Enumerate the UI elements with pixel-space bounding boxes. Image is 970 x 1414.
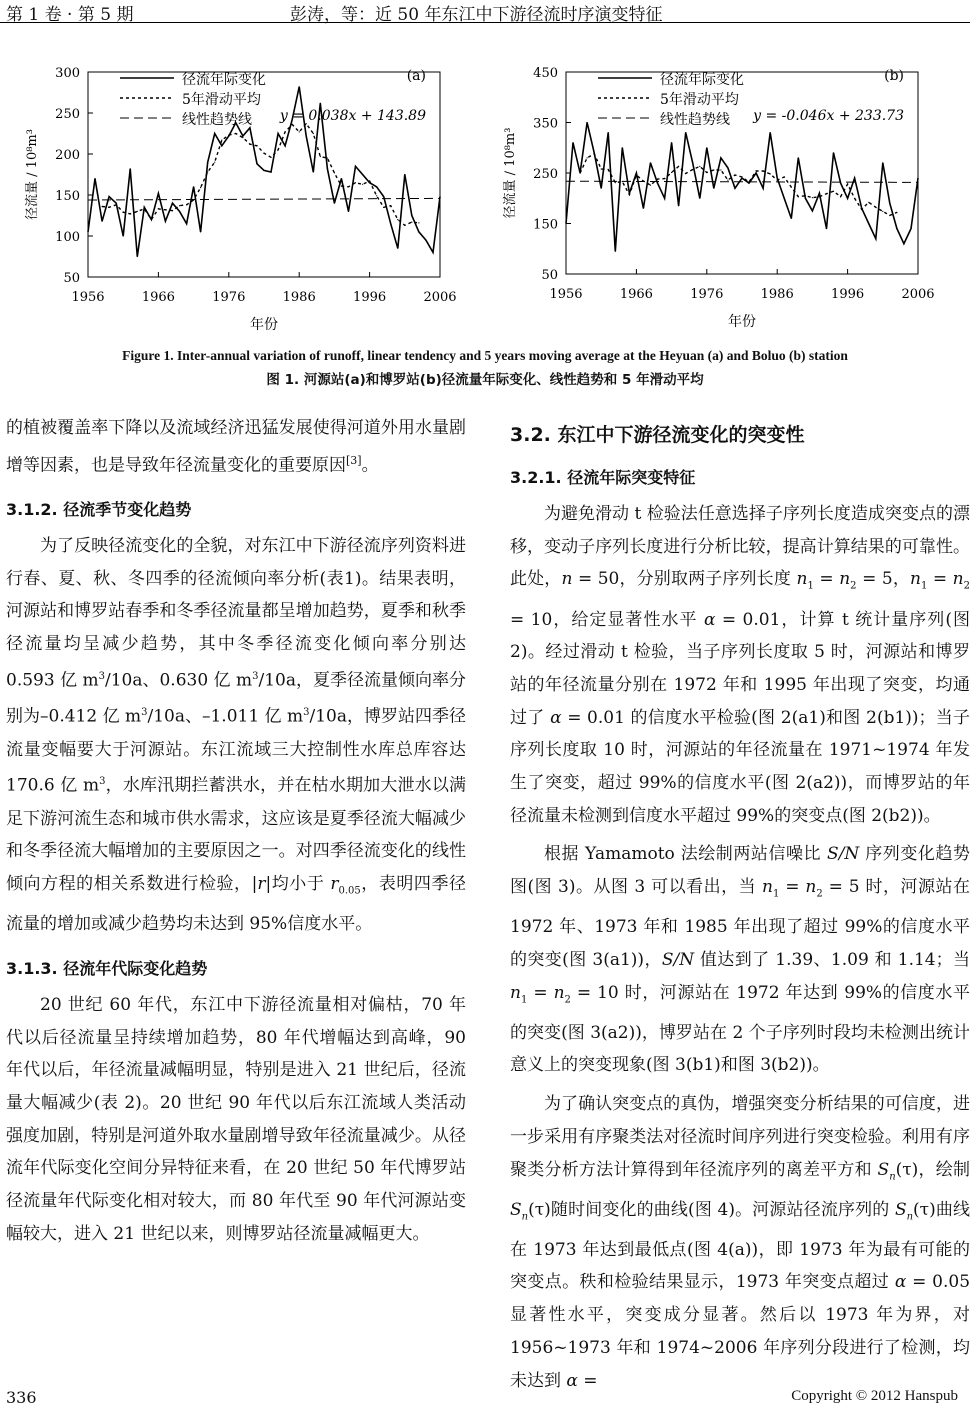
data-point: [741, 176, 742, 177]
y-tick-label: 200: [55, 148, 80, 163]
data-point: [650, 162, 651, 163]
data-point: [256, 163, 257, 164]
paragraph: 为避免滑动 t 检验法任意选择子序列长度造成突变点的漂移，变动子序列长度进行分析比较，提高计算结果的可靠性。此处，n = 50，分别取两子序列长度 $n_1 = n_2 = 5$，$n_1 = n_2 = 10$，给定显著性水平 α = 0.01，计算 t 统计量序列(图 2)。经过滑动 t 检验，当子序列长度取 5 时，河源站和博罗站的年径流量分别在 1972 年和 1995 年出现了突变，均通过了 α = 0.01 的信度水平检验(图 2(a1)和图 2(b1))；当子序列长度取 10 时，河源站的年径流量在 1971~1974 年发生了突变，超过 99%的信度水平(图 2(a2))，而博罗站的年径流量未检测到信度水平超过 99%的突变点(图 2(b2))。: [510, 504, 970, 826]
data-point: [256, 145, 257, 146]
data-point: [678, 205, 679, 206]
data-point: [615, 251, 616, 252]
data-point: [158, 193, 159, 194]
data-point: [678, 166, 679, 167]
series-line-1: [566, 123, 918, 252]
paragraph: 20 世纪 60 年代，东江中下游径流量相对偏枯，70 年代以后径流量呈持续增加趋势，80 年代增幅达到高峰，90 年代以后，年径流量减幅明显，特别是进入 21 世纪后，径流量大幅减少(表 2)。20 世纪 90 年代以后东江流域人类活动强度加剧，特别是河道外取水量剧增导致年径流量减少。从径流年代际变化空间分异特征来看，在 20 世纪 50 年代博罗站径流量年代际变化相对较大，而 80 年代至 90 年代河源站变幅较大，进入 21 世纪以来，则博罗站径流量减幅更大。: [6, 994, 466, 1244]
data-point: [249, 144, 250, 145]
data-point: [179, 205, 180, 206]
data-point: [207, 171, 208, 172]
data-point: [629, 194, 630, 195]
data-point: [214, 162, 215, 163]
data-point: [671, 142, 672, 143]
x-tick-label: 2006: [423, 290, 457, 305]
data-point: [200, 187, 201, 188]
data-point: [327, 158, 328, 159]
figure-caption-en: Figure 1. Inter-annual variation of runoff, linear tendency and 5 years moving average at the Heyuan (a) and Boluo (b) station: [122, 348, 848, 363]
header-rule: [0, 22, 970, 23]
data-point: [882, 211, 883, 212]
section-heading-3-1-2: 3.1.2. 径流季节变化趋势: [6, 500, 192, 520]
x-tick-label: 1976: [690, 287, 724, 302]
data-point: [819, 193, 820, 194]
data-point: [109, 207, 110, 208]
data-point: [172, 203, 173, 204]
data-point: [840, 183, 841, 184]
data-point: [587, 122, 588, 123]
data-point: [713, 169, 714, 170]
data-point: [791, 218, 792, 219]
data-point: [572, 142, 573, 143]
x-axis-label: 年份: [728, 314, 756, 330]
data-point: [657, 183, 658, 184]
data-point: [390, 205, 391, 206]
data-point: [657, 179, 658, 180]
y-tick-label: 350: [533, 116, 558, 132]
data-point: [137, 256, 138, 257]
data-point: [383, 196, 384, 197]
data-point: [397, 219, 398, 220]
data-point: [608, 169, 609, 170]
data-point: [896, 228, 897, 229]
data-point: [102, 221, 103, 222]
data-point: [840, 196, 841, 197]
data-point: [158, 208, 159, 209]
data-point: [278, 133, 279, 134]
data-point: [798, 196, 799, 197]
x-tick-label: 1976: [212, 290, 246, 305]
data-point: [706, 172, 707, 173]
left-column: [6, 412, 466, 1250]
data-point: [671, 172, 672, 173]
data-point: [826, 228, 827, 229]
data-point: [263, 170, 264, 171]
x-tick-label: 1966: [141, 290, 175, 305]
data-point: [263, 153, 264, 154]
data-point: [137, 211, 138, 212]
data-point: [200, 231, 201, 232]
data-point: [664, 198, 665, 199]
y-tick-label: 250: [533, 167, 558, 182]
data-point: [685, 173, 686, 174]
y-tick-label: 50: [541, 268, 558, 283]
data-point: [390, 223, 391, 224]
data-point: [270, 157, 271, 158]
plot-frame: [88, 72, 440, 277]
data-point: [594, 153, 595, 154]
data-point: [601, 168, 602, 169]
figure-caption-zh: 图 1. 河源站(a)和博罗站(b)径流量年际变化、线性趋势和 5 年滑动平均: [266, 372, 704, 388]
data-point: [179, 211, 180, 212]
x-tick-label: 2006: [901, 287, 935, 302]
data-point: [172, 210, 173, 211]
data-point: [636, 172, 637, 173]
data-point: [699, 166, 700, 167]
data-point: [861, 209, 862, 210]
y-tick-label: 300: [55, 66, 80, 81]
data-point: [404, 225, 405, 226]
data-point: [833, 152, 834, 153]
data-point: [130, 213, 131, 214]
data-point: [334, 172, 335, 173]
legend-label: 线性趋势线: [660, 112, 730, 128]
data-point: [306, 135, 307, 136]
data-point: [685, 132, 686, 133]
data-point: [327, 168, 328, 169]
data-point: [151, 219, 152, 220]
data-point: [791, 187, 792, 188]
paragraph: 的植被覆盖率下降以及流域经济迅猛发展使得河道外用水量剧增等因素，也是导致年径流量变化的重要原因[3]。: [6, 418, 466, 476]
legend-label: 5年滑动平均: [660, 92, 739, 108]
data-point: [854, 178, 855, 179]
data-point: [643, 208, 644, 209]
data-point: [144, 207, 145, 208]
data-point: [355, 166, 356, 167]
x-tick-label: 1996: [353, 290, 387, 305]
data-point: [320, 103, 321, 104]
data-point: [741, 178, 742, 179]
data-point: [763, 188, 764, 189]
data-point: [875, 238, 876, 239]
data-point: [565, 181, 566, 182]
data-point: [763, 170, 764, 171]
data-point: [221, 145, 222, 146]
section-heading-3-2: 3.2. 东江中下游径流变化的突变性: [510, 424, 805, 446]
x-tick-label: 1986: [282, 290, 316, 305]
data-point: [692, 162, 693, 163]
data-point: [713, 188, 714, 189]
data-point: [418, 222, 419, 223]
panel-label: (a): [406, 68, 426, 84]
data-point: [805, 195, 806, 196]
data-point: [123, 212, 124, 213]
paragraph: 为了反映径流变化的全貌，对东江中下游径流序列资料进行春、夏、秋、冬四季的径流倾向率分析(表1)。结果表明，河源站和博罗站春季和冬季径流量都呈增加趋势，夏季和秋季径流量均呈减少趋势，其中冬季径流变化倾向率分别达 0.593 亿 $m^3/10a$、0.630 亿 $m^3/10a$，夏季径流量倾向率分别为–0.412 亿 $m^3/10a$、–1.011 亿 $m^3/10a$，博罗站四季径流量变幅要大于河源站。东江流域三大控制性水库总库容达 170.6 亿 $m^3$，水库汛期拦蓄洪水，并在枯水期加大泄水以满足下游河流生态和城市供水需求，这应该是夏季径流大幅减少和冬季径流大幅增加的主要原因之一。对四季径流变化的线性倾向方程的相关系数进行检验，|r|均小于 $r_{0.05}$，表明四季径流量的增加或减少趋势均未达到 95%信度水平。: [6, 536, 467, 935]
data-point: [917, 182, 918, 183]
journal-issue: 第 1 卷 · 第 5 期: [6, 5, 134, 25]
data-point: [770, 132, 771, 133]
data-point: [87, 231, 88, 232]
data-point: [910, 228, 911, 229]
data-point: [734, 188, 735, 189]
data-point: [369, 181, 370, 182]
x-axis-label: 年份: [250, 317, 278, 333]
data-point: [756, 172, 757, 173]
data-point: [235, 133, 236, 134]
chart-a: [20, 60, 470, 342]
section-heading-3-2-1: 3.2.1. 径流年际突变特征: [510, 468, 696, 487]
y-tick-label: 450: [533, 66, 558, 81]
data-point: [587, 157, 588, 158]
data-point: [285, 145, 286, 146]
series-line-3: [88, 198, 440, 200]
data-point: [784, 198, 785, 199]
data-point: [734, 174, 735, 175]
legend-label: 径流年际变化: [182, 72, 266, 88]
y-axis-label: 径流量 / 10⁸m³: [25, 129, 40, 220]
data-point: [242, 137, 243, 138]
data-point: [165, 209, 166, 210]
data-point: [805, 198, 806, 199]
data-point: [116, 204, 117, 205]
data-point: [847, 198, 848, 199]
data-point: [777, 180, 778, 181]
x-tick-label: 1996: [831, 287, 865, 302]
data-point: [889, 215, 890, 216]
data-point: [320, 156, 321, 157]
data-point: [130, 168, 131, 169]
data-point: [903, 243, 904, 244]
data-point: [193, 186, 194, 187]
data-point: [854, 198, 855, 199]
y-tick-label: 150: [533, 217, 558, 233]
data-point: [242, 135, 243, 136]
data-point: [699, 198, 700, 199]
data-point: [418, 231, 419, 232]
data-point: [601, 188, 602, 189]
data-point: [425, 240, 426, 241]
panel-label: (b): [884, 68, 904, 84]
trend-equation: y = 0.038x + 143.89: [279, 108, 426, 124]
data-point: [214, 133, 215, 134]
y-tick-label: 150: [55, 189, 80, 204]
data-point: [692, 169, 693, 170]
data-point: [411, 215, 412, 216]
data-point: [355, 182, 356, 183]
data-point: [186, 204, 187, 205]
x-tick-label: 1966: [619, 287, 653, 302]
data-point: [144, 208, 145, 209]
data-point: [404, 174, 405, 175]
data-point: [221, 140, 222, 141]
data-point: [608, 132, 609, 133]
y-tick-label: 250: [55, 107, 80, 122]
data-point: [102, 206, 103, 207]
section-heading-3-1-3: 3.1.3. 径流年代际变化趋势: [6, 958, 208, 978]
data-point: [397, 248, 398, 249]
data-point: [615, 182, 616, 183]
data-point: [362, 174, 363, 175]
data-point: [826, 193, 827, 194]
copyright: Copyright © 2012 Hanspub: [791, 1388, 958, 1404]
x-tick-label: 1956: [71, 290, 105, 305]
data-point: [770, 173, 771, 174]
data-point: [889, 203, 890, 204]
data-point: [376, 186, 377, 187]
data-point: [278, 149, 279, 150]
data-point: [411, 222, 412, 223]
data-point: [706, 147, 707, 148]
data-point: [123, 235, 124, 236]
data-point: [341, 185, 342, 186]
data-point: [109, 196, 110, 197]
data-point: [432, 252, 433, 253]
data-point: [341, 178, 342, 179]
chart-b: [486, 60, 952, 342]
data-point: [348, 186, 349, 187]
paragraph: 根据 Yamamoto 法绘制两站信噪比 S/N 序列变化趋势图(图 3)。从图 3 可以看出，当 $n_1 = n_2 = 5$ 时，河源站在 1972 年、1973 年和 1985 年出现了超过 99%的信度水平的突变(图 3(a1))，S/N 值达到了 1.39、1.09 和 1.14；当 $n_1 = n_2 = 10$ 时，河源站在 1972 年达到 99%的信度水平的突变(图 3(a2))，博罗站在 2 个子序列时段均未检测出统计意义上的突变现象(图 3(b1)和图 3(b2))。: [510, 844, 970, 1076]
data-point: [847, 184, 848, 185]
data-point: [270, 171, 271, 172]
y-tick-label: 50: [63, 271, 80, 286]
running-title: 彭涛，等：近 50 年东江中下游径流时序演变特征: [290, 5, 663, 25]
data-point: [875, 207, 876, 208]
data-point: [868, 202, 869, 203]
x-tick-label: 1986: [760, 287, 794, 302]
data-point: [165, 221, 166, 222]
data-point: [896, 212, 897, 213]
data-point: [720, 157, 721, 158]
plot-frame: [566, 72, 918, 274]
series-line-2: [102, 124, 419, 226]
data-point: [116, 203, 117, 204]
y-tick-label: 100: [55, 230, 80, 245]
data-point: [313, 133, 314, 134]
legend-label: 径流年际变化: [660, 72, 744, 88]
data-point: [727, 180, 728, 181]
data-point: [334, 203, 335, 204]
data-point: [292, 124, 293, 125]
legend-label: 线性趋势线: [182, 112, 252, 128]
data-point: [376, 195, 377, 196]
data-point: [798, 157, 799, 158]
data-point: [439, 198, 440, 199]
paragraph: 为了确认突变点的真伪，增强突变分析结果的可信度，进一步采用有序聚类法对径流时间序列进行突变检验。利用有序聚类分析方法计算得到年径流序列的离差平方和 $S_n(\tau)$，绘制 $S_n(\tau)$随时间变化的曲线(图 4)。河源站径流序列的 $S_n(\tau)$曲线在 1973 年达到最低点(图 4(a))，即 1973 年为最有可能的突变点。秩和检验结果显示，1973 年突变点超过 α = 0.05 显著性水平，突变成分显著。然后以 1973 年为界，对 1956~1973 年和 1974~2006 年序列分段进行了检测，均未达到 α =: [510, 1094, 970, 1391]
data-point: [636, 174, 637, 175]
data-point: [833, 191, 834, 192]
data-point: [228, 135, 229, 136]
data-point: [868, 223, 869, 224]
page-number: 336: [6, 1388, 37, 1407]
right-column: [510, 412, 970, 1397]
x-tick-label: 1956: [549, 287, 583, 302]
trend-equation: y = -0.046x + 233.73: [753, 108, 904, 124]
y-axis-label: 径流量 / 10⁸m³: [503, 127, 518, 219]
data-point: [299, 131, 300, 132]
data-point: [439, 196, 440, 197]
data-point: [812, 197, 813, 198]
data-point: [812, 210, 813, 211]
data-point: [664, 178, 665, 179]
data-point: [362, 184, 363, 185]
data-point: [383, 207, 384, 208]
data-point: [87, 199, 88, 200]
data-point: [777, 178, 778, 179]
legend-label: 5年滑动平均: [182, 92, 261, 108]
data-point: [565, 223, 566, 224]
data-point: [650, 185, 651, 186]
data-point: [299, 86, 300, 87]
data-point: [94, 178, 95, 179]
data-point: [580, 172, 581, 173]
data-point: [819, 196, 820, 197]
data-point: [285, 131, 286, 132]
data-point: [622, 147, 623, 148]
data-point: [313, 171, 314, 172]
data-point: [348, 211, 349, 212]
data-point: [207, 162, 208, 163]
data-point: [186, 223, 187, 224]
data-point: [917, 178, 918, 179]
data-point: [784, 176, 785, 177]
data-point: [727, 167, 728, 168]
data-point: [720, 169, 721, 170]
data-point: [756, 170, 757, 171]
data-point: [882, 162, 883, 163]
